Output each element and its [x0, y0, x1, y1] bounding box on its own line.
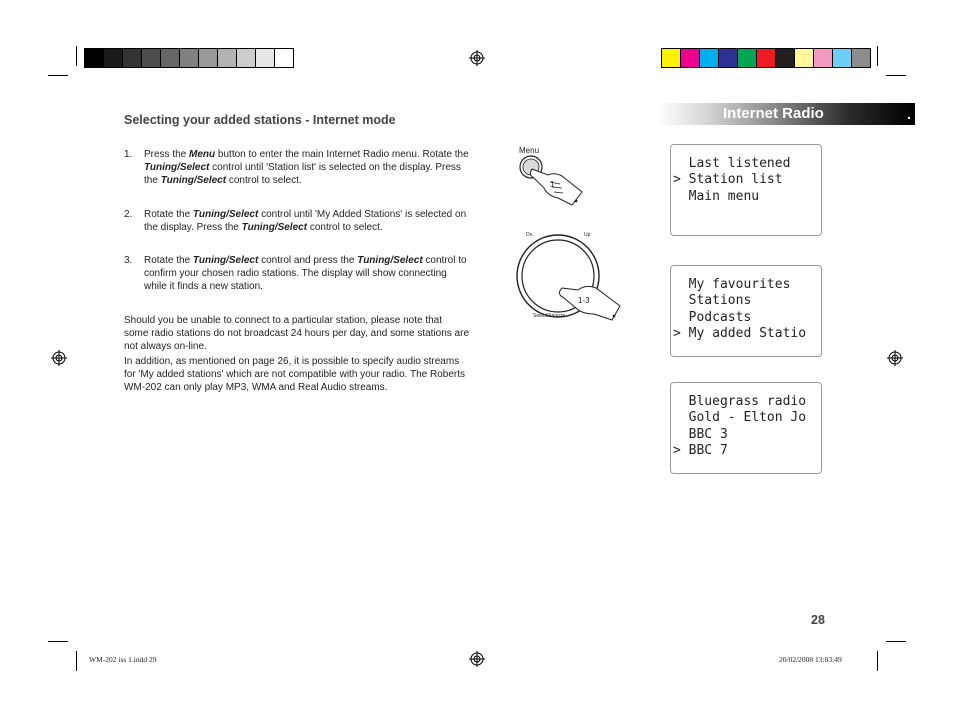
- color-swatch: [776, 49, 795, 67]
- lcd-line: My favourites: [673, 277, 791, 292]
- color-bar: [661, 48, 871, 68]
- lcd-display: [670, 144, 822, 236]
- step-number: 3.: [124, 255, 133, 266]
- lcd-line: Podcasts: [673, 310, 752, 325]
- note-paragraph: In addition, as mentioned on page 26, it is possible to specify audio streams for 'My added stations' which are not compatible with your radio. The Roberts WM-202 can only play MP3, WMA and Real Audio streams.: [124, 356, 466, 393]
- color-swatch: [814, 49, 833, 67]
- tuning-knob-illustration: [512, 226, 630, 322]
- step-text: Rotate the Tuning/Select control until 'My Added Stations' is selected on the display. Press the Tuning/Select control to select.: [144, 209, 467, 233]
- lcd-line: Bluegrass radio: [673, 394, 807, 409]
- lcd-display: [670, 265, 822, 357]
- step-number: 1.: [124, 149, 133, 160]
- registration-mark-icon: [469, 50, 485, 66]
- color-swatch: [719, 49, 738, 67]
- knob-step-label: 1-3: [578, 296, 590, 305]
- step-text: Press the Menu button to enter the main Internet Radio menu. Rotate the Tuning/Select control until 'Station list' is selected on the display. Press the Tuning/Select control to select.: [144, 149, 469, 186]
- lcd-line: > Station list: [673, 172, 783, 187]
- grayscale-bar: [84, 48, 294, 68]
- color-swatch: [123, 49, 142, 67]
- registration-mark-icon: [887, 350, 903, 366]
- registration-mark-icon: [469, 651, 485, 667]
- step-number: 2.: [124, 209, 133, 220]
- lcd-display: [670, 382, 822, 474]
- note-paragraph: Should you be unable to connect to a particular station, please note that some radio stations do not broadcast 24 hours per day, and some stations are not always on-line.: [124, 315, 470, 352]
- lcd-line: BBC 3: [673, 427, 728, 442]
- step-text: Rotate the Tuning/Select control and press the Tuning/Select control to confirm your chosen radio stations. The display will show connecting while it finds a new station.: [144, 255, 467, 292]
- footer-file: WM-202 iss 1.indd 29: [89, 655, 157, 664]
- color-swatch: [161, 49, 180, 67]
- page-heading: Selecting your added stations - Internet mode: [124, 113, 396, 127]
- crop-mark: [48, 641, 68, 642]
- color-swatch: [833, 49, 852, 67]
- menu-button-illustration: [510, 142, 595, 212]
- color-swatch: [180, 49, 199, 67]
- registration-mark-icon: [51, 350, 67, 366]
- section-title-dot: .: [907, 106, 911, 122]
- crop-mark: [76, 46, 77, 66]
- color-swatch: [256, 49, 275, 67]
- section-title: Internet Radio: [723, 105, 824, 122]
- crop-mark: [886, 641, 906, 642]
- crop-mark: [886, 75, 906, 76]
- color-swatch: [142, 49, 161, 67]
- lcd-line: Main menu: [673, 189, 760, 204]
- lcd-line: Stations: [673, 293, 752, 308]
- lcd-line: Gold - Elton Jo: [673, 410, 807, 425]
- color-swatch: [218, 49, 237, 67]
- color-swatch: [681, 49, 700, 67]
- crop-mark: [877, 651, 878, 671]
- color-swatch: [104, 49, 123, 67]
- lcd-line: > BBC 7: [673, 443, 728, 458]
- menu-label: Menu: [519, 146, 540, 155]
- color-swatch: [757, 49, 776, 67]
- color-swatch: [700, 49, 719, 67]
- crop-mark: [48, 75, 68, 76]
- lcd-line: Last listened: [673, 156, 791, 171]
- color-swatch: [738, 49, 757, 67]
- lcd-line: > My added Statio: [673, 326, 807, 341]
- footer-timestamp: 20/02/2008 13:03:49: [779, 655, 842, 664]
- crop-mark: [877, 46, 878, 66]
- up-label: Up: [584, 232, 591, 238]
- menu-step-label: 1: [550, 180, 555, 189]
- crop-mark: [76, 651, 77, 671]
- select-snooze-label: Select/Snooze: [533, 313, 566, 319]
- color-swatch: [237, 49, 256, 67]
- color-swatch: [85, 49, 104, 67]
- pointing-hand-icon: [530, 169, 582, 205]
- color-swatch: [795, 49, 814, 67]
- color-swatch: [275, 49, 293, 67]
- color-swatch: [662, 49, 681, 67]
- color-swatch: [852, 49, 870, 67]
- page-number: 28: [811, 613, 825, 627]
- dn-label: Dn.: [526, 232, 534, 238]
- color-swatch: [199, 49, 218, 67]
